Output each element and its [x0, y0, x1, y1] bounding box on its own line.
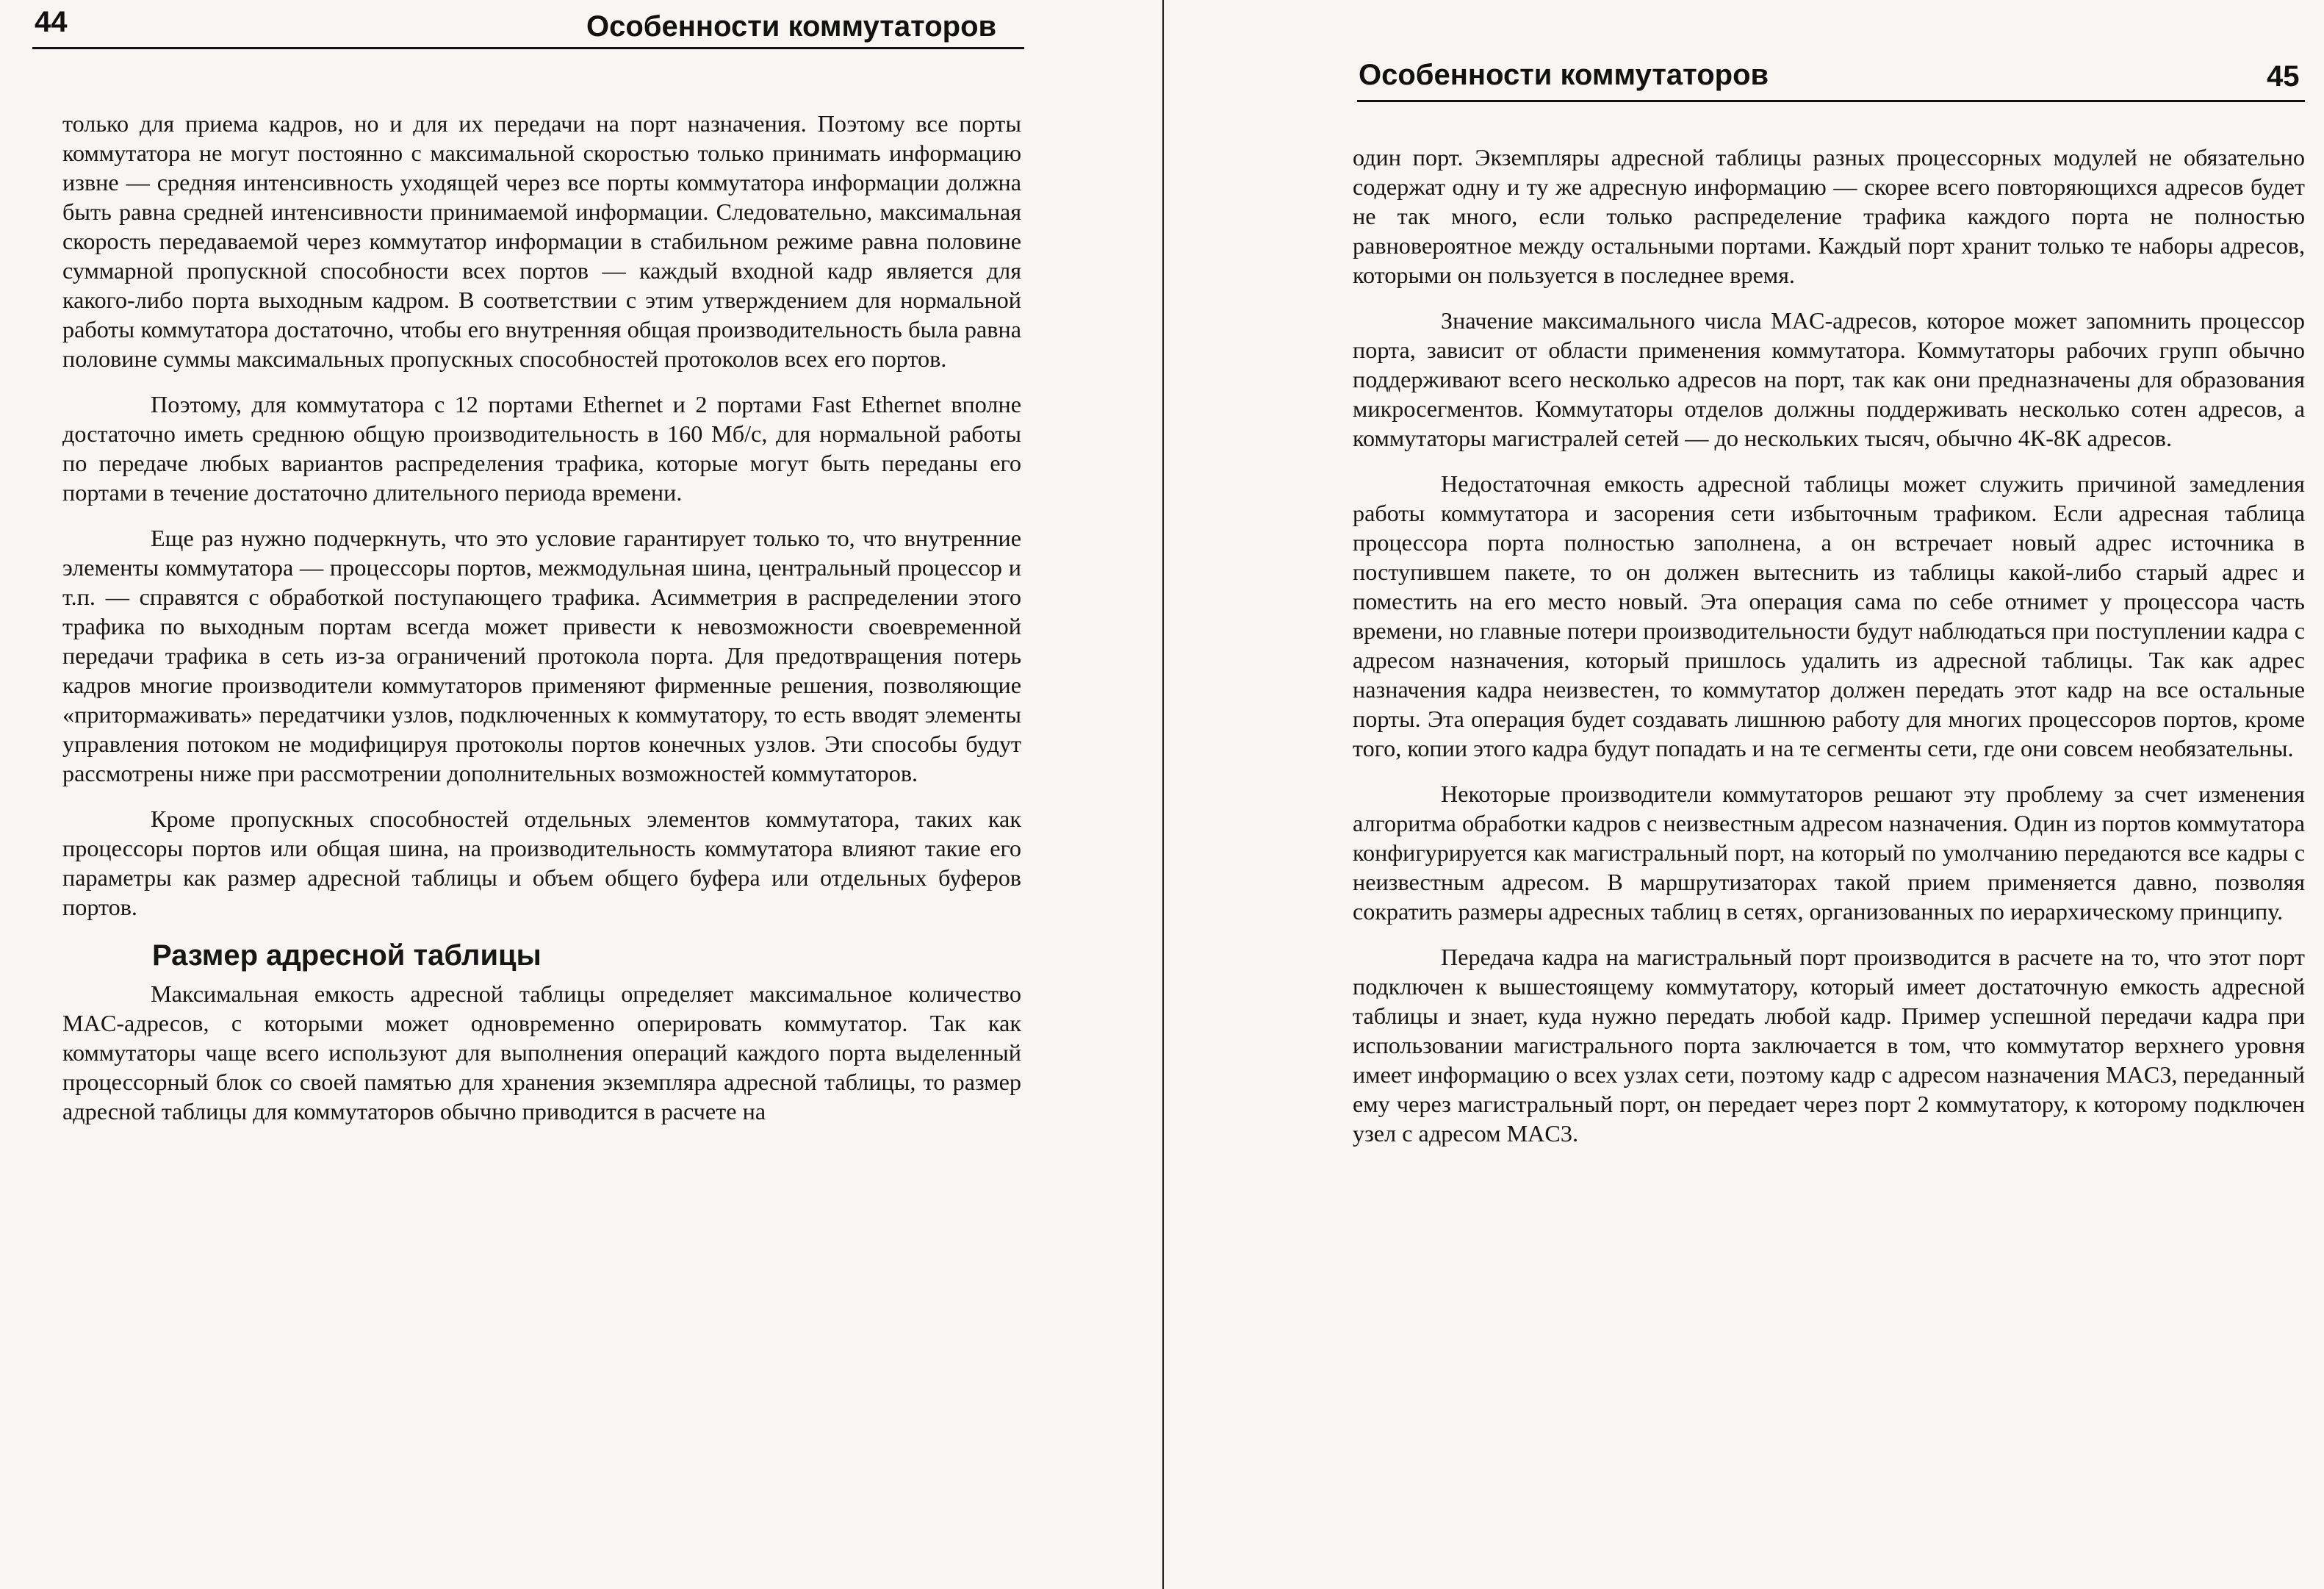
left-page-body: [62, 109, 1021, 1142]
right-paragraph-3: Недостаточная емкость адресной таблицы может служить причиной замедления работы коммутатора и засорения сети избыточным трафиком. Если адресная таблица процессора порта полностью заполнена, а он встречает новый адрес источника в поступившем пакете, то он должен вытеснить из таблицы какой-либо старый адрес и поместить на его место новый. Эта операция сама по себе отнимет у процессора часть времени, но главные потери производительности будут наблюдаться при поступлении кадра с адресом назначения, который пришлось удалить из адресной таблицы. Так как адрес назначения кадра неизвестен, то коммутатор должен передать этот кадр на все остальные порты. Эта операция будет создавать лишнюю работу для многих процессоров портов, кроме того, копии этого кадра будут попадать и на те сегменты сети, где они совсем необязательны.: [1353, 470, 2305, 761]
right-paragraph-4: Некоторые производители коммутаторов решают эту проблему за счет изменения алгоритма обработки кадров с неизвестным адресом назначения. Один из портов коммутатора конфигурируется как магистральный порт, на который по умолчанию передаются все кадры с неизвестным адресом. В маршрутизаторах такой прием применяется давно, позволяя сократить размеры адресных таблиц в сетях, организованных по иерархическому принципу.: [1353, 781, 2305, 925]
right-header-rule: [1357, 100, 2305, 102]
left-paragraph-1: только для приема кадров, но и для их передачи на порт назначения. Поэтому все порты коммутатора не могут постоянно с максимальной скоростью только принимать информацию извне — средняя интенсивность уходящей через все порты коммутатора информации должна быть равна средней интенсивности принимаемой информации. Следовательно, максимальная скорость передаваемой через коммутатор информации в стабильном режиме равна половине суммарной пропускной способности всех портов — каждый входной кадр является для какого-либо порта выходным кадром. В соответствии с этим утверждением для нормальной работы коммутатора достаточно, чтобы его внутренняя общая производительность была равна половине суммы максимальных пропускных способностей протоколов всех его портов.: [62, 110, 1021, 372]
left-running-head: Особенности коммутаторов: [586, 10, 997, 43]
right-paragraph-5: Передача кадра на магистральный порт производится в расчете на то, что этот порт подключен к вышестоящему коммутатору, который имеет достаточную емкость адресной таблицы и знает, куда нужно передать любой кадр. Пример успешной передачи кадра при использовании магистрального порта заключается в том, что коммутатор верхнего уровня имеет информацию о всех узлах сети, поэтому кадр с адресом назначения MAC3, переданный ему через магистральный порт, он передает через порт 2 коммутатору, к которому подключен узел с адресом MAC3.: [1353, 944, 2305, 1147]
left-paragraph-4: Кроме пропускных способностей отдельных элементов коммутатора, таких как процессоры портов или общая шина, на производительность коммутатора влияют такие его параметры как размер адресной таблицы и объем общего буфера или отдельных буферов портов.: [62, 806, 1021, 920]
left-header-rule: [32, 47, 1024, 49]
left-paragraph-3: Еще раз нужно подчеркнуть, что это условие гарантирует только то, что внутренние элементы коммутатора — процессоры портов, межмодульная шина, центральный процессор и т.п. — справятся с обработкой поступающего трафика. Асимметрия в распределении этого трафика по выходным портам всегда может привести к невозможности своевременной передачи трафика в сеть из-за ограничений протокола порта. Для предотвращения потерь кадров многие производители коммутаторов применяют фирменные решения, позволяющие «притормаживать» передатчики узлов, подключенных к коммутатору, то есть вводят элементы управления потоком не модифицируя протоколы портов конечных узлов. Эти способы будут рассмотрены ниже при рассмотрении дополнительных возможностей коммутаторов.: [62, 525, 1021, 786]
left-page-number: 44: [35, 6, 68, 38]
left-paragraph-2: Поэтому, для коммутатора с 12 портами Ethernet и 2 портами Fast Ethernet вполне достаточно иметь среднюю общую производительность в 160 Мб/с, для нормальной работы по передаче любых вариантов распределения трафика, которые могут быть переданы его портами в течение достаточно длительного периода времени.: [62, 391, 1021, 506]
right-page: [1165, 0, 2324, 1589]
right-paragraph-1: один порт. Экземпляры адресной таблицы разных процессорных модулей не обязательно содержат одну и ту же адресную информацию — скорее всего повторяющихся адресов будет не так много, если только распределение трафика каждого порта не полностью равновероятное между остальными портами. Каждый порт хранит только те наборы адресов, которыми он пользуется в последнее время.: [1353, 144, 2305, 288]
right-running-head: Особенности коммутаторов: [1359, 59, 1769, 91]
right-page-number: 45: [2267, 60, 2300, 93]
right-paragraph-2: Значение максимального числа MAC-адресов, которое может запомнить процессор порта, зависит от области применения коммутатора. Коммутаторы рабочих групп обычно поддерживают всего несколько адресов на порт, так как они предназначены для образования микросегментов. Коммутаторы отделов должны поддерживать несколько сотен адресов, а коммутаторы магистралей сетей — до нескольких тысяч, обычно 4К-8К адресов.: [1353, 307, 2305, 451]
section-heading: Размер адресной таблицы: [152, 939, 542, 972]
left-paragraph-5: Максимальная емкость адресной таблицы определяет максимальное количество MAC-адресов, с которыми может одновременно оперировать коммутатор. Так как коммутаторы чаще всего используют для выполнения операций каждого порта выделенный процессорный блок со своей памятью для хранения экземпляра адресной таблицы, то размер адресной таблицы для коммутаторов обычно приводится в расчете на: [62, 980, 1021, 1125]
right-page-body: [1353, 143, 2305, 1164]
